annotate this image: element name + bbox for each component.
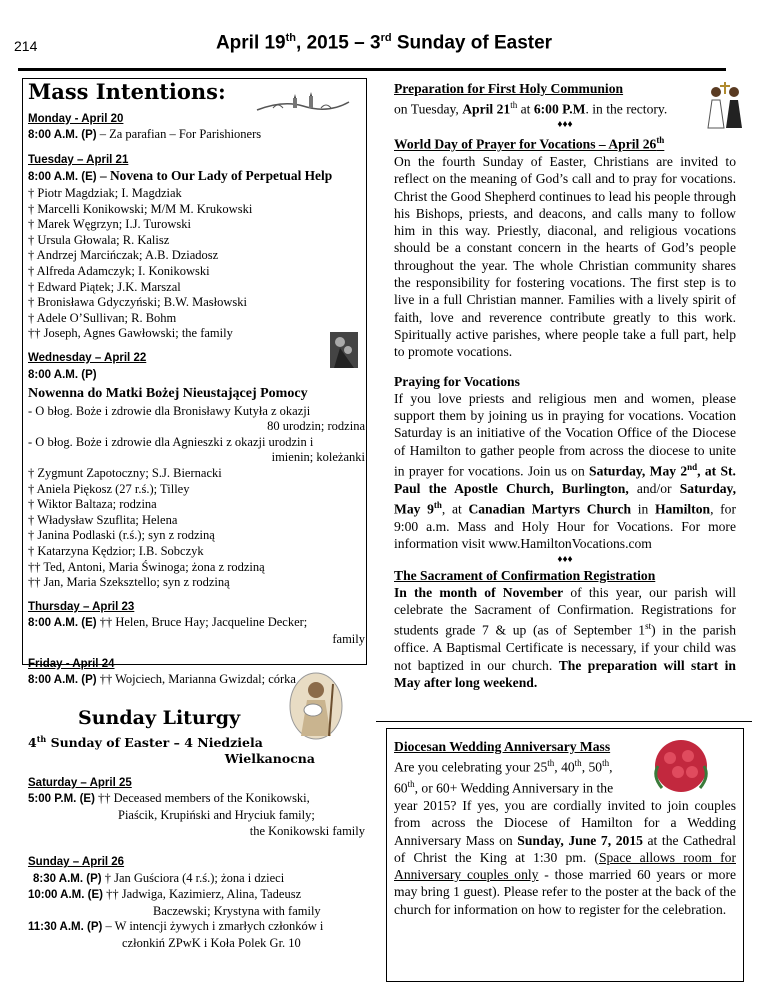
intention-line: † Adele O’Sullivan; R. Bohm — [28, 310, 177, 325]
friday-text: †† Wojciech, Marianna Gwizdal; córka — [96, 672, 296, 687]
intention-line: † Andrzej Marcińczak; A.B. Dziadosz — [28, 248, 219, 263]
intention-line: † Piotr Magdziak; I. Magdziak — [28, 185, 182, 200]
wednesday-time: 8:00 A.M. (P) — [28, 368, 97, 381]
intention-line: † Janina Podlaski (r.ś.); syn z rodziną — [28, 528, 215, 543]
sunday-liturgy-subtitle-2: Wielkanocna — [224, 751, 315, 767]
intention-line: †† Ted, Antoni, Maria Świnoga; żona z rodziną — [28, 559, 265, 574]
praying-title: Praying for Vocations — [394, 373, 520, 389]
wednesday-novena: Nowenna do Matki Bożej Nieustającej Pomocy — [28, 386, 308, 402]
monday-time: 8:00 A.M. (P) — [28, 129, 97, 142]
monday-text: – Za parafian – For Parishioners — [96, 127, 262, 142]
sunday-text-3: – W intencji żywych i zmarłych członków i — [102, 919, 324, 934]
sunday-time-2: 10:00 A.M. (E) — [28, 889, 103, 902]
page-number: 214 — [14, 38, 38, 54]
mass-intentions — [28, 79, 365, 952]
wedding-title: Diocesan Wedding Anniversary Mass — [394, 739, 611, 754]
sunday-time-1: 8:30 A.M. (P) — [33, 872, 102, 885]
intention-line: † Władysław Szuflita; Helena — [28, 512, 178, 527]
intention-line: - O błog. Boże i zdrowie dla Bronisławy Kutyła z okazji — [28, 403, 311, 418]
intention-line: †† Joseph, Agnes Gawłowski; the family — [28, 326, 233, 341]
communion-text: on Tuesday, April 21th at 6:00 P.M. in the rectory. — [394, 100, 668, 117]
intention-line: 80 urodzin; rodzina — [267, 419, 365, 434]
intention-line: † Marcelli Konikowski; M/M M. Krukowski — [28, 201, 253, 216]
separator-diamonds: ♦♦♦ — [557, 553, 573, 565]
saturday-text-3: the Konikowski family — [249, 823, 365, 838]
separator-diamonds: ♦♦♦ — [557, 119, 573, 131]
vocations-text: On the fourth Sunday of Easter, Christians are invited to reflect on the meaning of God’s call and to pray for vocations. Christ the Good Shepherd continues to lead his people through his Bishops, priests, and deacons, and calls many to follow him in this way. Priestly, diaconal, and religious vocations should be a constant concern in the hearts of God’s people throughout the year. The whole Christian community shares the responsibility for fostering vocations. The first step is to live in a full Christian manner. Families with a lively spirit of faith, love and reverence contribute greatly to this work. Spiritually active parishes, where people take a full part, help to promote vocations. — [394, 153, 736, 360]
wedding-anniversary — [394, 738, 736, 918]
thursday-time: 8:00 A.M. (E) — [28, 617, 97, 630]
confirmation-title: The Sacrament of Confirmation Registration — [394, 567, 656, 583]
page-header: April 19th, 2015 – 3rd Sunday of Easter — [215, 32, 553, 54]
thursday-head: Thursday – April 23 — [28, 600, 135, 613]
tuesday-intentions — [28, 186, 365, 342]
section-divider — [376, 721, 752, 722]
intention-line: † Bronisława Gdyczyński; B.W. Masłowski — [28, 295, 247, 310]
saturday-time: 5:00 P.M. (E) — [28, 793, 95, 806]
mass-intentions-title: Mass Intentions: — [28, 79, 226, 104]
sunday-text-1: † Jan Guściora (4 r.ś.); żona i dzieci — [101, 870, 285, 885]
intention-line: † Edward Piątek; J.K. Marszal — [28, 279, 181, 294]
sunday-liturgy-title: Sunday Liturgy — [78, 706, 241, 729]
intention-line: † Ursula Głowala; R. Kalisz — [28, 232, 170, 247]
sunday-text-2b: Baczewski; Krystyna with family — [153, 903, 321, 918]
communion-title: Preparation for First Holy Communion — [394, 81, 624, 96]
saturday-head: Saturday – April 25 — [28, 776, 132, 789]
intention-line: † Marek Węgrzyn; I.J. Turowski — [28, 217, 191, 232]
sunday-liturgy-subtitle: 4th Sunday of Easter – 4 Niedziela — [28, 734, 263, 751]
friday-time: 8:00 A.M. (P) — [28, 674, 97, 687]
header-rule — [18, 68, 726, 71]
wedding-line-1: Are you celebrating your 25th, 40th, 50th, — [394, 758, 613, 775]
saturday-text-2: Piaścik, Krupiński and Hryciuk family; — [118, 807, 315, 822]
monday-head: Monday - April 20 — [28, 112, 124, 125]
tuesday-head: Tuesday – April 21 — [28, 153, 129, 166]
thursday-text: †† Helen, Bruce Hay; Jacqueline Decker; — [96, 615, 308, 630]
sunday-text-3b: członkiń ZPwK i Koła Polek Gr. 10 — [122, 936, 301, 951]
wednesday-head: Wednesday – April 22 — [28, 351, 147, 364]
wednesday-intentions — [28, 466, 365, 591]
tuesday-time: 8:00 A.M. (E) — [28, 171, 97, 184]
confirmation-text: In the month of November of this year, our parish will celebrate the Sacrament of Confirmation. Registrations for students grade 7 & up (as of September 1st) in the parish office. A Baptismal Certificate is necessary, if your child was not baptized in our church. The preparation will start in May after long weekend. — [394, 584, 736, 690]
intention-line: † Aniela Piękosz (27 r.ś.); Tilley — [28, 481, 190, 496]
sunday-time-3: 11:30 A.M. (P) — [28, 921, 103, 934]
tuesday-novena: – Novena to Our Lady of Perpetual Help — [96, 168, 333, 184]
intention-line: † Alfreda Adamczyk; I. Konikowski — [28, 263, 210, 278]
thursday-text-2: family — [332, 632, 365, 646]
wedding-text: year 2015? If yes, you are cordially invited to join couples from across the Diocese of Hamilton for a Wedding Anniversary Mass on Sunday, June 7, 2015 at the Cathedral of Christ the King at 1:30 pm. (Space allows room for Anniversary couples only - those married 60 years or more may bring 1 guest). Please refer to the poster at the back of the church for information on how to register for the celebration. — [394, 797, 736, 917]
friday-head: Friday - April 24 — [28, 657, 115, 670]
wedding-line-2: 60th, or 60+ Wedding Anniversary in the — [394, 779, 614, 796]
intention-line: † Wiktor Baltaza; rodzina — [28, 497, 157, 512]
vocations-title: World Day of Prayer for Vocations – April 26th — [394, 135, 665, 152]
saturday-text: †† Deceased members of the Konikowski, — [94, 791, 310, 806]
intention-line: †† Jan, Maria Szeksztello; syn z rodziną — [28, 575, 230, 590]
intention-line: - O błog. Boże i zdrowie dla Agnieszki z okazji urodzin i — [28, 434, 314, 449]
sunday-text-2: †† Jadwiga, Kazimierz, Alina, Tadeusz — [102, 887, 302, 902]
intention-line: imienin; koleżanki — [271, 450, 365, 465]
intention-line: † Zygmunt Zapotoczny; S.J. Biernacki — [28, 466, 222, 481]
sunday-head: Sunday – April 26 — [28, 856, 125, 869]
praying-text: If you love priests and religious men and women, please support them by joining us in praying for vocations. Vocation Saturday is an initiative of the Vocation Office of the Diocese of Hamilton to gather people from across the diocese to unite in prayer for vocations. Join us on Saturday, May 2nd, at St. Paul the Apostle Church, Burlington, and/or Saturday, May 9th, at Canadian Martyrs Church in Hamilton, for 9:00 a.m. Mass and Holy Hour for Vocations. For more information visit www.HamiltonVocations.com — [394, 390, 736, 552]
announcements — [394, 80, 736, 691]
intention-line: † Katarzyna Kędzior; I.B. Sobczyk — [28, 544, 204, 559]
